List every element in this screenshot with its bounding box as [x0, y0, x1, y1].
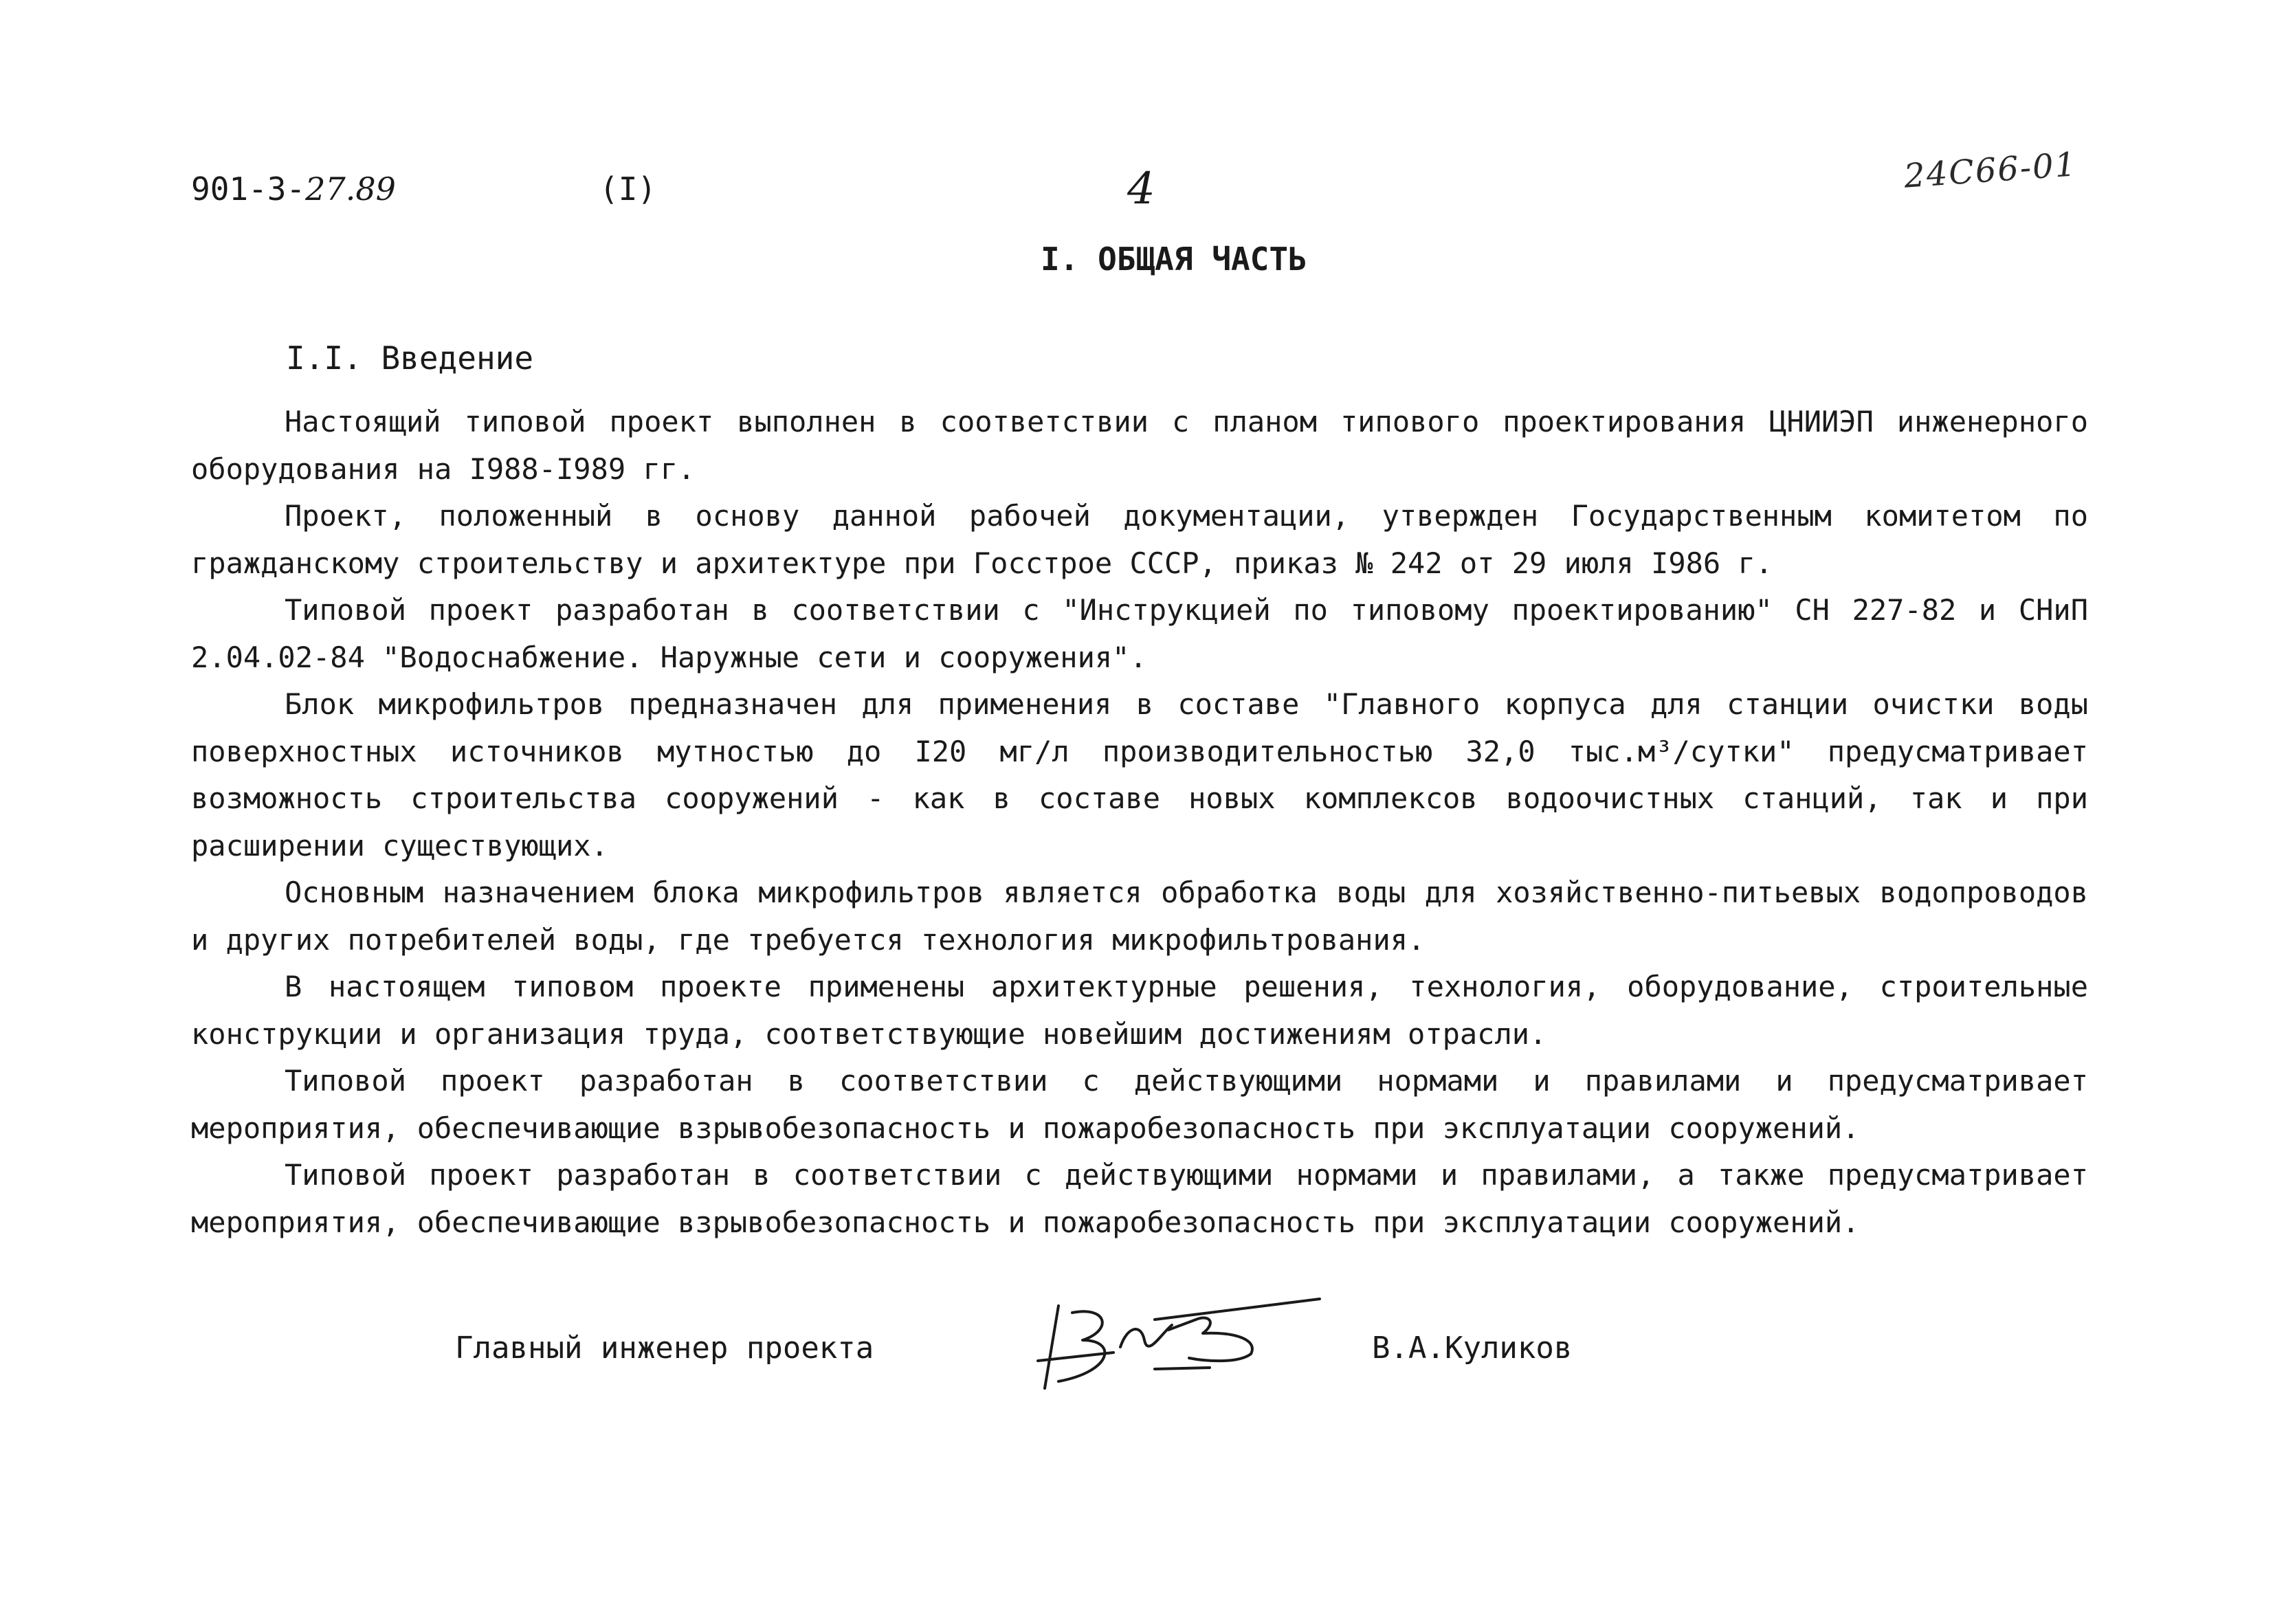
paragraph: Типовой проект разработан в соответствии с действующими нормами и правилами и предусматривает мероприятия, обеспечивающие взрывобезопасность и пожаробезопасность при эксплуатации сооружений.	[191, 1064, 2088, 1145]
page-number: 4	[1127, 164, 1155, 214]
signatory-name: В.А.Куликов	[1372, 1331, 1573, 1366]
document-code-printed: 901-3-	[191, 170, 306, 208]
document-body	[191, 399, 2088, 1246]
paragraph: Типовой проект разработан в соответствии с "Инструкцией по типовому проектированию" СН 227-82 и СНиП 2.04.02-84 "Водоснабжение. Наружные сети и сооружения".	[191, 593, 2088, 674]
paragraph: Основным назначением блока микрофильтров является обработка воды для хозяйственно-питьевых водопроводов и других потребителей воды, где требуется технология микрофильтрования.	[191, 876, 2088, 957]
document-code-handwritten: 27.89	[305, 170, 396, 208]
signatory-role: Главный инженер проекта	[455, 1331, 874, 1366]
handwritten-signature	[1031, 1292, 1327, 1395]
paragraph: В настоящем типовом проекте применены архитектурные решения, технология, оборудование, строительные конструкции и организация труда, соответствующие новейшим достижениям отрасли.	[191, 970, 2088, 1051]
paragraph: Проект, положенный в основу данной рабочей документации, утвержден Государственным комитетом по гражданскому строительству и архитектуре при Госстрое СССР, приказ № 242 от 29 июля I986 г.	[191, 499, 2088, 580]
document-code	[191, 170, 396, 208]
subsection-title: I.I. Введение	[286, 340, 534, 377]
paragraph: Типовой проект разработан в соответствии с действующими нормами и правилами, а также предусматривает мероприятия, обеспечивающие взрывобезопасность и пожаробезопасность при эксплуатации сооружений.	[191, 1158, 2088, 1239]
section-title: I. ОБЩАЯ ЧАСТЬ	[1041, 241, 1307, 278]
inventory-number: 24С66-01	[1903, 145, 2078, 196]
paragraph: Блок микрофильтров предназначен для применения в составе "Главного корпуса для станции очистки воды поверхностных источников мутностью до I20 мг/л производительностью 32,0 тыс.м³/сутки" предусматривает возможность строительства сооружений - как в составе новых комплексов водоочистных станций, так и при расширении существующих.	[191, 687, 2088, 863]
document-part: (I)	[599, 170, 657, 208]
paragraph: Настоящий типовой проект выполнен в соответствии с планом типового проектирования ЦНИИЭП инженерного оборудования на I988-I989 гг.	[191, 405, 2088, 486]
